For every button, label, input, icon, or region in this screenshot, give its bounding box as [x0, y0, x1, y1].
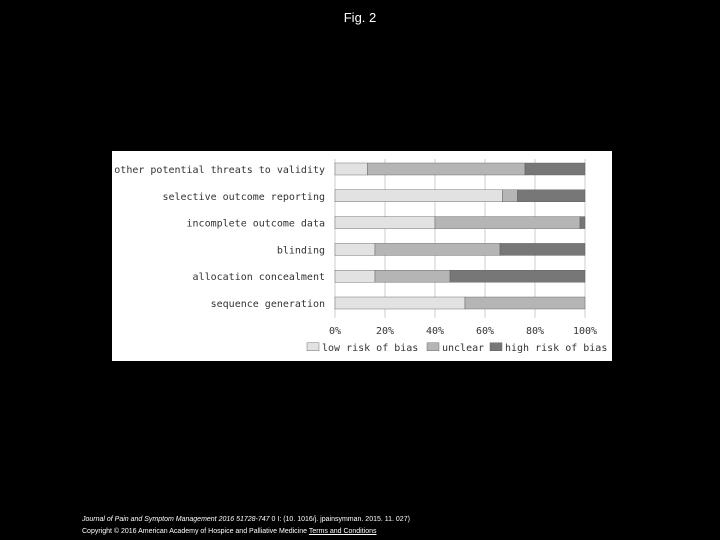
legend-swatch-1	[427, 343, 439, 351]
category-label: blinding	[276, 245, 325, 257]
bar-segment-0	[335, 270, 375, 282]
bar-segment-0	[335, 163, 368, 175]
category-label: incomplete outcome data	[186, 218, 325, 230]
x-tick-label: 20%	[375, 325, 395, 337]
bar-segment-1	[435, 217, 580, 229]
x-tick-label: 60%	[475, 325, 495, 337]
bar-segment-0	[335, 297, 465, 309]
terms-and-conditions-link[interactable]: Terms and Conditions	[308, 528, 377, 535]
legend-label: unclear	[442, 342, 485, 354]
copyright-text: Copyright © 2016 American Academy of Hospice and Palliative Medicine	[82, 528, 307, 535]
x-tick-label: 40%	[425, 325, 445, 337]
bar-segment-0	[335, 217, 435, 229]
bar-segment-1	[375, 243, 500, 255]
category-label: allocation concealment	[192, 272, 325, 284]
bar-segment-1	[503, 190, 518, 202]
bar-segment-2	[450, 270, 585, 282]
legend-swatch-0	[307, 343, 319, 351]
category-label: sequence generation	[210, 299, 325, 310]
bar-segment-2	[525, 163, 585, 175]
category-label: other potential threats to validity	[114, 165, 325, 176]
x-tick-label: 80%	[525, 325, 545, 337]
x-tick-label: 100%	[572, 325, 598, 337]
legend-label: high risk of bias	[505, 342, 608, 354]
figure-title: Fig. 2	[343, 10, 377, 25]
footer-copyright-line	[82, 526, 702, 538]
stacked-bar-chart	[112, 151, 612, 361]
category-label: selective outcome reporting	[162, 191, 325, 203]
bar-segment-1	[368, 163, 526, 175]
bar-segment-2	[500, 243, 585, 255]
journal-citation: Journal of Pain and Symptom Management 2016 51728-747	[82, 516, 270, 523]
chart-panel	[112, 151, 612, 361]
legend-swatch-2	[490, 343, 502, 351]
footer	[82, 514, 702, 538]
bar-segment-1	[465, 297, 585, 309]
bar-segment-1	[375, 270, 450, 282]
bar-segment-0	[335, 243, 375, 255]
legend-label: low risk of bias	[322, 342, 419, 354]
footer-citation	[82, 514, 702, 526]
x-tick-label: 0%	[328, 325, 342, 337]
bar-segment-2	[518, 190, 586, 202]
doi-text: 0 I: (10. 1016/j. jpainsymman. 2015. 11. 027)	[271, 516, 410, 523]
bar-segment-0	[335, 190, 503, 202]
bar-segment-2	[580, 217, 585, 229]
